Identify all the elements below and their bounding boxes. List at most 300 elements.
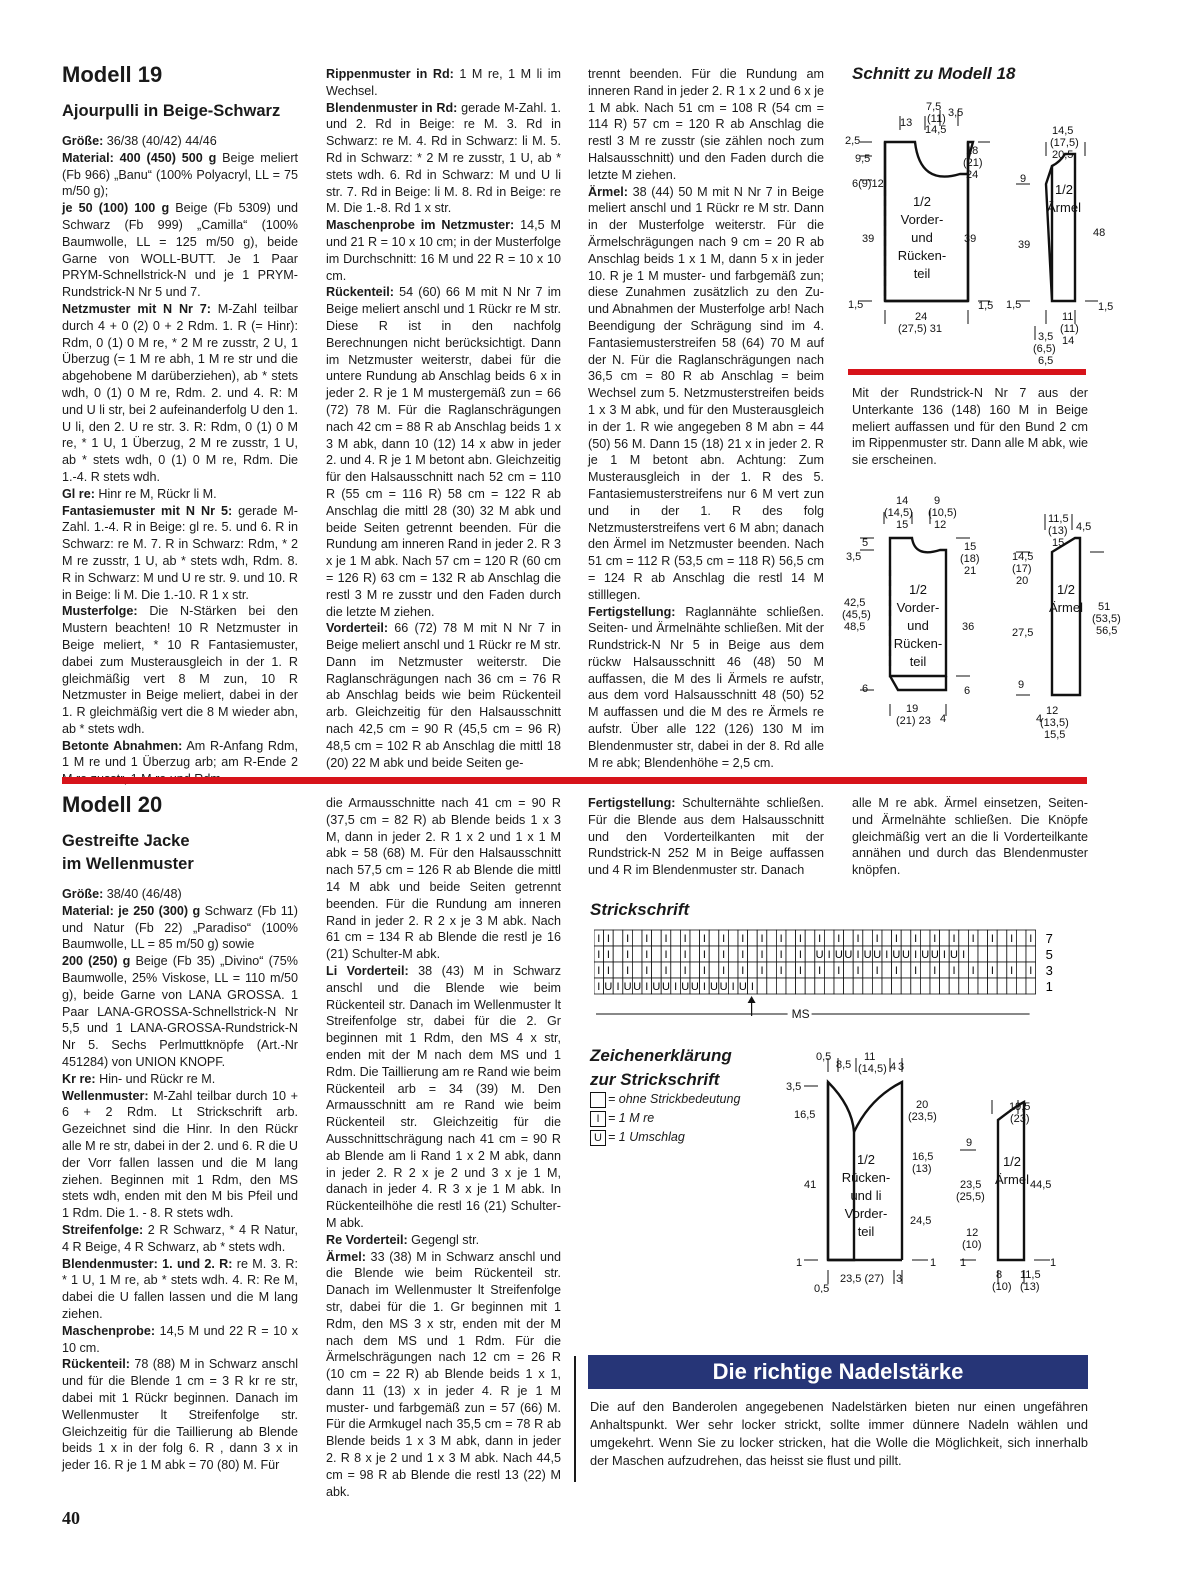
paragraph	[62, 603, 298, 737]
svg-text:1/2: 1/2	[1056, 582, 1076, 597]
svg-text:20: 20	[1016, 575, 1029, 587]
modell19-col3-text	[588, 66, 824, 771]
paragraph-body: trennt beenden. Für die Rundung am inneren Rand in jeder 2. R 1 x 2 und 6 x je 1 M abk. Nach 51 cm = 108 R (54 cm = 114 R) 57 cm = 120 R ab Anschlag die restl 3 M re zusstr (sie zählen noch zum Halsausschnitt) und den Faden durch die letzte M ziehen.	[588, 67, 824, 182]
svg-text:42,5: 42,5	[844, 597, 866, 609]
svg-text:48: 48	[1093, 227, 1106, 239]
svg-text:9: 9	[1018, 679, 1025, 691]
svg-text:6: 6	[964, 685, 971, 697]
paragraph-lead: Netzmuster mit N Nr 7:	[62, 301, 211, 316]
paragraph-body: Die N-Stärken bei den Mustern beachten! 10 R Netzmuster in Beige meliert, * 10 R Fantasiemuster, dabei zum Musterausgleich in der 1. R gleichmäßig vert 8 M zun, 10 R Netzmuster in Beige meliert, dabei in der 1. R gleichmäßig vert die 8 M wieder abn, ab * stets wdh.	[62, 604, 298, 736]
chart-cell	[728, 930, 738, 946]
chart-cell-symbol: I	[683, 965, 687, 977]
chart-cell	[652, 930, 662, 946]
chart-cell	[805, 962, 815, 978]
chart-cell	[757, 978, 767, 994]
svg-text:9: 9	[1020, 173, 1027, 185]
chart-cell-symbol: I	[722, 949, 726, 961]
chart-cell-symbol: U	[930, 949, 939, 961]
chart-cell	[613, 946, 623, 962]
svg-text:3,5: 3,5	[1038, 331, 1054, 343]
chart-row-label: 7	[1045, 931, 1053, 946]
chart-cell	[709, 946, 719, 962]
paragraph-lead: Re Vorderteil:	[326, 1232, 408, 1247]
legend-row-knit	[590, 1109, 740, 1128]
chart-cell-symbol: I	[856, 949, 860, 961]
svg-text:7,5: 7,5	[926, 101, 942, 113]
chart-cell-symbol: I	[702, 933, 706, 945]
svg-text:1,5: 1,5	[1098, 301, 1114, 313]
chart-cell	[844, 978, 854, 994]
svg-text:11,5: 11,5	[1048, 513, 1069, 525]
chart-cell-symbol: I	[837, 933, 841, 945]
chart-cell	[786, 962, 796, 978]
chart-cell-symbol: I	[1010, 933, 1014, 945]
chart-cell	[949, 978, 959, 994]
svg-text:3: 3	[896, 1273, 903, 1285]
chart-cell	[844, 930, 854, 946]
svg-text:2,5: 2,5	[845, 135, 861, 147]
paragraph	[62, 1071, 298, 1088]
svg-text:9: 9	[934, 495, 941, 507]
chart-cell-symbol: I	[837, 965, 841, 977]
chart-cell	[805, 930, 815, 946]
paragraph-body: Beige (Fb 35) „Divino“ (75% Baumwolle, 25% Viskose, LL = 110 m/50 g), beide Garne von LANA GROSSA. 1 Paar LANA-GROSSA-Schnellstrick-N Nr 5,5 und 1 LANA-GROSSA-Rundstrick-N Nr 5. Sechs Perlmuttknöpfe (Art.-Nr 451284) von UNION KNOPF.	[62, 954, 298, 1069]
paragraph-body: die Armausschnitte nach 41 cm = 90 R (37,5 cm = 82 R) ab Blende beids 1 x 3 M, dann in jeder 2. R 1 x 2 und 1 x 1 M abk = 58 (68) M. Für den Halsausschnitt nach 57,5 cm = 126 R ab Blende die mittl 14 M abk und beide Seiten getrennt beenden. Für die Rundung am inneren Rand in jeder 2. R 2 x je 3 M abk. Nach 61 cm = 134 R ab Blende die restl je 16 (21) Schulter-M abk.	[326, 796, 561, 962]
svg-text:4: 4	[940, 713, 947, 725]
svg-text:4: 4	[890, 1061, 897, 1073]
paragraph-body: 66 (72) 78 M mit N Nr 7 in Beige meliert anschl und 1 Rückr re M str. Dann im Netzmuster weiterstr. Die Raglanschrägungen nach 36 cm = 76 R ab Anschlag beids wie beim Rückenteil arb. Gleichzeitig für den Halsausschnitt nach 42,5 cm = 90 R (45,5 cm = 96 R) 48,5 cm = 102 R ab Anschlag die mittl 18 (20) 22 M abk und beide Seiten ge-	[326, 621, 561, 770]
svg-text:(21): (21)	[963, 157, 983, 169]
chart-cell-symbol: I	[626, 949, 630, 961]
chart-cell	[968, 978, 978, 994]
chart-cell	[815, 978, 825, 994]
chart-cell	[652, 962, 662, 978]
chart-cell-symbol: U	[902, 949, 910, 961]
chart-cell-symbol: I	[827, 949, 831, 961]
chart-cell-symbol: I	[894, 965, 898, 977]
chart-cell-symbol: I	[914, 933, 918, 945]
paragraph	[326, 284, 561, 620]
chart-cell	[863, 962, 873, 978]
paragraph-body: Hin- und Rückr re M.	[95, 1071, 216, 1086]
paragraph	[326, 217, 561, 284]
chart-cell-symbol: I	[1029, 933, 1033, 945]
chart-cell	[978, 978, 988, 994]
svg-text:16,5: 16,5	[794, 1109, 816, 1121]
modell20-title: Modell 20	[62, 792, 163, 817]
svg-text:14,5: 14,5	[925, 124, 947, 136]
chart-cell-symbol: U	[921, 949, 930, 961]
paragraph-lead: Blendenmuster in Rd:	[326, 100, 458, 115]
paragraph	[588, 66, 824, 184]
schnitt18-text: Mit der Rundstrick-N Nr 7 aus der Unterkante 136 (148) 160 M in Beige meliert auffassen und für den Bund 2 cm im Rippenmuster str. Dann alle M abk, wie sie erscheinen.	[852, 386, 1088, 468]
paragraph-lead: Ärmel:	[588, 184, 628, 199]
chart-cell	[863, 930, 873, 946]
chart-cell	[776, 978, 786, 994]
chart-cell	[882, 962, 892, 978]
svg-text:5: 5	[862, 537, 869, 549]
end-arrow-head	[748, 996, 756, 1003]
svg-text:44,5: 44,5	[1030, 1179, 1052, 1191]
chart-cell	[968, 946, 978, 962]
svg-text:(14,5): (14,5)	[858, 1063, 887, 1075]
strickschrift-title: Strickschrift	[590, 900, 690, 919]
paragraph-body: Hinr re M, Rückr li M.	[94, 486, 217, 501]
chart-cell	[959, 978, 969, 994]
svg-text:19,5: 19,5	[1009, 1101, 1031, 1113]
section-divider-red	[62, 777, 1087, 784]
chart-cell	[824, 962, 834, 978]
svg-text:Rücken-: Rücken-	[841, 1170, 891, 1185]
ms-label: MS	[791, 1007, 810, 1020]
svg-text:41: 41	[804, 1179, 817, 1191]
svg-text:15: 15	[1052, 537, 1065, 549]
chart-cell-symbol: I	[760, 933, 764, 945]
chart-cell-symbol: I	[750, 981, 754, 993]
chart-cell-symbol: I	[741, 933, 745, 945]
svg-text:20: 20	[916, 1099, 929, 1111]
paragraph-lead: Li Vorderteil:	[326, 963, 409, 978]
chart-cell-symbol: I	[818, 933, 822, 945]
chart-cell-symbol: U	[834, 949, 843, 961]
chart-cell-symbol: U	[815, 949, 824, 961]
zeichen-legend	[590, 1090, 740, 1147]
chart-cell-symbol: I	[597, 965, 601, 977]
chart-cell	[901, 930, 911, 946]
paragraph	[62, 1323, 298, 1357]
chart-cell-symbol: I	[798, 949, 802, 961]
paragraph-lead: 200 (250) g	[62, 954, 131, 969]
paragraph	[326, 795, 561, 963]
paragraph-lead: Größe:	[62, 887, 104, 901]
chart-cell	[920, 978, 930, 994]
svg-text:15,5: 15,5	[1044, 729, 1066, 741]
svg-text:23,5: 23,5	[960, 1179, 982, 1191]
chart-cell-symbol: I	[760, 965, 764, 977]
chart-cell	[1007, 978, 1017, 994]
zeichen-title-2: zur Strickschrift	[590, 1070, 720, 1089]
svg-text:teil: teil	[857, 1224, 875, 1239]
svg-text:12: 12	[1046, 705, 1059, 717]
svg-text:56,5: 56,5	[1096, 625, 1118, 637]
svg-text:19: 19	[906, 703, 919, 715]
chart-cell-symbol: I	[645, 949, 649, 961]
chart-cell-symbol: I	[702, 965, 706, 977]
svg-text:14,5: 14,5	[1012, 551, 1034, 563]
paragraph-lead: Streifenfolge:	[62, 1222, 144, 1237]
chart-cell-symbol: I	[914, 949, 918, 961]
chart-cell	[709, 962, 719, 978]
chart-cell	[690, 930, 700, 946]
schnitt18-title: Schnitt zu Modell 18	[852, 64, 1016, 83]
svg-text:1/2: 1/2	[1054, 182, 1074, 197]
paragraph-lead: Fantasiemuster mit N Nr 5:	[62, 503, 233, 518]
chart-cell	[920, 962, 930, 978]
chart-cell	[824, 978, 834, 994]
paragraph	[326, 1232, 561, 1249]
chart-cell-symbol: I	[856, 965, 860, 977]
chart-cell-symbol: U	[719, 981, 728, 993]
paragraph-body: gerade M-Zahl. 1. und 2. Rd in Beige: re M. 3. Rd in Schwarz: re M. 4. Rd in Schwarz: li M. 5. Rd in Schwarz: * 2 M re zusstr, 1 U, ab * stets wdh. 6. Rd in Schwarz: M und U li str. 7. Rd in Beige: li M. 8. Rd in Beige: re M. Die 1.-8. Rd 1 x str.	[326, 100, 561, 216]
zeichen-title-1: Zeichenerklärung	[590, 1046, 732, 1065]
svg-text:18: 18	[966, 145, 979, 157]
svg-text:15: 15	[964, 541, 977, 553]
svg-text:Ärmel: Ärmel	[1049, 600, 1083, 615]
modell20-column-4	[852, 795, 1088, 879]
svg-text:(17): (17)	[1012, 563, 1032, 575]
chart-cell-symbol: I	[626, 965, 630, 977]
chart-cell	[632, 946, 642, 962]
svg-text:3: 3	[898, 1061, 905, 1073]
chart-cell-symbol: I	[741, 949, 745, 961]
svg-text:teil: teil	[909, 654, 927, 669]
legend-knit-text: = 1 M re	[608, 1111, 655, 1125]
chart-cell-symbol: I	[952, 933, 956, 945]
legend-row-empty	[590, 1090, 740, 1109]
paragraph	[62, 953, 298, 1071]
chart-cell	[728, 946, 738, 962]
chart-cell	[978, 930, 988, 946]
chart-cell	[930, 978, 940, 994]
svg-text:1/2: 1/2	[856, 1152, 876, 1167]
chart-cell	[748, 946, 758, 962]
chart-cell-symbol: I	[952, 965, 956, 977]
chart-cell	[1007, 946, 1017, 962]
schema18-top	[840, 96, 1140, 371]
legend-row-yarnover	[590, 1128, 740, 1147]
chart-cell-symbol: I	[818, 965, 822, 977]
chart-cell	[1016, 946, 1026, 962]
chart-cell-symbol: I	[933, 933, 937, 945]
paragraph-lead: Musterfolge:	[62, 604, 138, 619]
chart-cell-symbol: I	[779, 949, 783, 961]
svg-text:6,5: 6,5	[1038, 355, 1054, 367]
svg-text:(6,5): (6,5)	[1033, 343, 1056, 355]
info-text: Die auf den Banderolen angegebenen Nadelstärken bieten nur einen ungefähren Anhaltspunkt. Wer sehr locker strickt, sollte immer dünnere Nadeln wählen und umgekehrt. Wenn Sie zu locker stricken, hat die Wolle die Möglichkeit, sich innerhalb der Maschen aufzudrehen, das heisst sie flust und pillt.	[590, 1399, 1088, 1468]
chart-cell	[959, 962, 969, 978]
modell20-col4-text	[852, 795, 1088, 879]
modell19-col2-text	[326, 66, 561, 771]
chart-cell	[882, 978, 892, 994]
svg-text:Vorder-: Vorder-	[896, 600, 940, 615]
chart-cell	[805, 978, 815, 994]
svg-text:3,5: 3,5	[786, 1081, 802, 1093]
chart-cell-symbol: I	[597, 981, 601, 993]
svg-text:0,5: 0,5	[814, 1283, 830, 1293]
chart-cell	[709, 930, 719, 946]
svg-text:3,5: 3,5	[846, 551, 862, 563]
chart-cell-symbol: I	[942, 949, 946, 961]
svg-text:8,5: 8,5	[836, 1059, 852, 1071]
paragraph-body: Schwarz (Fb 11) und Natur (Fb 22) „Paradiso“ (100% Baumwolle, LL = 85 m/50 g) sowie	[62, 903, 298, 952]
modell20-column-2	[326, 795, 561, 1500]
svg-text:6(9)12: 6(9)12	[852, 178, 884, 190]
chart-cell	[853, 978, 863, 994]
svg-text:Vorder-: Vorder-	[900, 212, 944, 227]
chart-cell	[1026, 978, 1036, 994]
chart-cell-symbol: U	[623, 981, 632, 993]
chart-cell-symbol: U	[892, 949, 901, 961]
chart-cell	[997, 930, 1007, 946]
svg-text:1/2: 1/2	[1002, 1154, 1022, 1169]
zeichen-title	[590, 1044, 732, 1092]
chart-cell	[613, 962, 623, 978]
paragraph-body: Raglannähte schließen. Seiten- und Ärmelnähte schließen. Mit der Rundstrick-N Nr 5 in Beige aus dem rückw Halsausschnitt 46 (48) 50 M auffassen, die M des li Ärmels re aufstr, aus dem vord Halsausschnitt 48 (50) 52 M auffassen und die M des re Ärmels re aufstr. Über alle 122 (126) 130 M im Blendenmuster str, dabei in der 8. Rd alle M re abk; Blendenhöhe = 2,5 cm.	[588, 604, 824, 770]
svg-text:11: 11	[1062, 311, 1074, 323]
svg-text:14: 14	[896, 495, 909, 507]
chart-cell	[671, 930, 681, 946]
svg-text:11: 11	[864, 1051, 876, 1063]
svg-text:(10): (10)	[962, 1239, 982, 1251]
svg-text:(17,5): (17,5)	[1050, 137, 1079, 149]
chart-cell	[920, 930, 930, 946]
paragraph-body: 78 (88) M in Schwarz anschl und für die Blende 1 cm = 3 R kr re str, dabei mit 1 Rückr beginnen. Danach im Wellenmuster lt Streifenfolge str. Gleichzeitig für die Taillierung ab Blende beids 1 x in der folg 6. R , dann 3 x in jeder 16. R je 1 M abk = 70 (80) M. Für	[62, 1357, 298, 1473]
svg-text:4: 4	[1036, 713, 1043, 725]
chart-cell-symbol: I	[990, 933, 994, 945]
chart-cell-symbol: I	[597, 949, 601, 961]
svg-text:13: 13	[900, 117, 913, 129]
paragraph-lead: Rippenmuster in Rd:	[326, 67, 454, 81]
chart-cell	[824, 930, 834, 946]
chart-cell-symbol: I	[722, 933, 726, 945]
chart-cell	[690, 946, 700, 962]
chart-cell-symbol: I	[894, 933, 898, 945]
paragraph	[588, 184, 824, 604]
chart-cell-symbol: I	[664, 933, 668, 945]
chart-cell-symbol: I	[664, 965, 668, 977]
paragraph-body: re M. 3. R: * 1 U, 1 M re, ab * stets wdh. 4. R: Re M, dabei die U fallen lassen und die M lang ziehen.	[62, 1256, 298, 1321]
chart-cell	[767, 946, 777, 962]
paragraph-lead: Gl re:	[62, 486, 95, 501]
chart-cell	[988, 978, 998, 994]
chart-cell	[796, 978, 806, 994]
chart-cell-symbol: I	[731, 981, 735, 993]
svg-text:(10,5): (10,5)	[928, 507, 957, 519]
paragraph-lead: Betonte Abnahmen:	[62, 738, 183, 753]
chart-cell-symbol: I	[645, 965, 649, 977]
paragraph	[62, 903, 298, 953]
svg-text:(25,5): (25,5)	[956, 1191, 985, 1203]
chart-cell	[805, 946, 815, 962]
paragraph-body: Schulternähte schließen. Für die Blende aus dem Halsausschnitt und den Vorderteilkanten mit der Rundstrick-N 252 M in Beige auffassen und 4 R im Blendenmuster str. Danach	[588, 796, 824, 878]
chart-cell-symbol: I	[702, 949, 706, 961]
svg-text:16,5: 16,5	[912, 1151, 934, 1163]
svg-text:48,5: 48,5	[844, 621, 866, 633]
chart-cell-symbol: I	[626, 933, 630, 945]
modell20-subtitle-1: Gestreifte Jacke	[62, 832, 190, 850]
paragraph-lead: Vorderteil:	[326, 621, 389, 636]
svg-text:20,5: 20,5	[1052, 149, 1074, 161]
chart-cell-symbol: I	[702, 981, 706, 993]
paragraph-body: Beige (Fb 5309) und Schwarz (Fb 999) „Camilla“ (100% Baumwolle, LL = 125 m/50 g), beide Garne von WOLL-BUTT. Je 1 Paar PRYM-Schnellstrick-N und je 1 PRYM-Rundstrick-N Nr 5 und 7.	[62, 201, 298, 300]
paragraph-body: 54 (60) 66 M mit N Nr 7 im Beige meliert anschl und 1 Rückr re M str. Diese R ist in den nachfolg Berechnungen nicht berücksichtigt. Dann im Netzmuster weiterstr, dabei für die untere Rundung ab Anschlag beids 6 x in jeder 2. R je 1 M mustergemäß zun = 66 (72) 78 M. Für die Raglanschrägungen nach 42 cm = 88 R ab Anschlag beids 1 x 3 M abk, dann 10 (12) 14 x abw in jeder 2. und 4. R je 1 M betont abn. Gleichzeitig für den Halsausschnitt nach 52 cm = 110 R (55 cm = 116 R) 58 cm = 122 R ab Anschlag die mittl 28 (30) 32 M abk und beide Seiten getrennt beenden. Für die Rundung am inneren Rand in jeder 2. R 3 x je 1 M abk. Nach 57 cm = 120 R (60 cm = 126 R) 63 cm = 132 R ab Anschlag die restl 3 M re zusstr und den Faden durch die letzte M ziehen.	[326, 285, 561, 619]
paragraph-lead: Rückenteil:	[62, 1357, 130, 1372]
svg-text:(45,5): (45,5)	[842, 609, 871, 621]
paragraph-body: 36/38 (40/42) 44/46	[103, 134, 217, 148]
chart-cell-symbol: I	[798, 965, 802, 977]
paragraph	[852, 795, 1088, 879]
chart-cell-symbol: I	[760, 949, 764, 961]
modell20-subtitle-2: im Wellenmuster	[62, 855, 194, 873]
svg-text:4,5: 4,5	[1076, 521, 1092, 533]
svg-text:39: 39	[964, 233, 977, 245]
paragraph-body: M-Zahl teilbar durch 10 + 6 + 2 Rdm. Lt Strickschrift arb. Gezeichnet sind die Hinr. In den Rückr alle M re str, dabei in der 2. und 6. R die U der Vorr fallen lassen und die M lang ziehen. Beginnen mit 1 Rdm, den MS stets wdh, enden mit den M bis Pfeil und 1 Rdm. Die 1. - 8. R stets wdh.	[62, 1088, 298, 1221]
paragraph	[326, 1249, 561, 1501]
svg-text:und: und	[907, 618, 929, 633]
paragraph-body: 1 M re, 1 M li im Wechsel.	[326, 67, 561, 98]
chart-cell	[882, 930, 892, 946]
chart-cell	[911, 978, 921, 994]
chart-cell-symbol: I	[683, 949, 687, 961]
paragraph-lead: Kr re:	[62, 1071, 96, 1086]
chart-cell	[767, 962, 777, 978]
svg-text:Rücken-: Rücken-	[893, 636, 943, 651]
schema18-bottom	[840, 490, 1140, 750]
paragraph-body: Gegengl str.	[407, 1232, 480, 1247]
paragraph-body: Beige meliert (Fb 966) „Banu“ (100% Polyacryl, LL = 75 m/50 g);	[62, 150, 299, 199]
chart-cell	[728, 962, 738, 978]
svg-text:1,5: 1,5	[848, 299, 864, 311]
schema18-top-front-label	[898, 194, 946, 281]
chart-cell-symbol: U	[873, 949, 882, 961]
chart-cell	[940, 978, 950, 994]
chart-cell-symbol: I	[914, 965, 918, 977]
svg-text:39: 39	[1018, 239, 1031, 251]
chart-cell-symbol: I	[962, 949, 966, 961]
modell19-col1-text	[62, 133, 298, 788]
chart-cell-symbol: I	[990, 965, 994, 977]
paragraph-body: 14,5 M und 22 R = 10 x 10 cm.	[62, 1323, 298, 1355]
chart-cell	[872, 978, 882, 994]
paragraph-body: 38 (43) M in Schwarz anschl und die Blende wie beim Rückenteil str. Danach im Wellenmuster lt Streifenfolge str, dabei für die 2. Gr beginnen mit 1 Rdm, den MS 4 x str, enden mit der M nach dem MS und 1 Rdm. Die Taillierung am re Rand wie beim Rückenteil arb = 34 (39) M. Den Armausschnitt am re Rand wie beim Rückenteil str. Gleichzeitig für die Ausschnittschrägung nach 41 cm = 90 R ab Blende am li Rand 1 x 2 M abk, dann in jeder 2. R 2 x je 2 und 3 x je 1 M, danach in jeder 4. R 3 x je 1 M abk. In Rückenteilhöhe die restl 16 (21) Schulter-M abk.	[326, 963, 561, 1230]
svg-text:15: 15	[896, 519, 909, 531]
chart-cell	[988, 946, 998, 962]
paragraph	[62, 1088, 298, 1222]
svg-text:(11): (11)	[927, 113, 946, 125]
chart-cell	[834, 978, 844, 994]
svg-text:1: 1	[1050, 1257, 1057, 1269]
paragraph	[62, 1256, 298, 1323]
paragraph	[62, 1222, 298, 1256]
chart-cell-symbol: I	[933, 965, 937, 977]
paragraph-lead: Maschenprobe im Netzmuster:	[326, 218, 515, 233]
svg-text:1,5: 1,5	[1006, 299, 1022, 311]
chart-cell	[767, 930, 777, 946]
chart-cell-symbol: I	[645, 933, 649, 945]
svg-text:(23,5): (23,5)	[908, 1111, 937, 1123]
page-number: 40	[62, 1508, 80, 1528]
paragraph	[588, 795, 824, 879]
chart-cell-symbol: U	[681, 981, 690, 993]
chart-cell	[748, 962, 758, 978]
chart-cell	[863, 978, 873, 994]
svg-text:9,5: 9,5	[855, 153, 871, 165]
paragraph-lead: Größe:	[62, 134, 104, 148]
modell20-column-3	[588, 795, 824, 879]
svg-text:23,5 (27): 23,5 (27)	[840, 1273, 885, 1285]
svg-text:27,5: 27,5	[1012, 627, 1034, 639]
svg-text:Rücken-: Rücken-	[897, 248, 947, 263]
chart-cell-symbol: U	[652, 981, 661, 993]
svg-text:(27,5) 31: (27,5) 31	[898, 323, 943, 335]
paragraph	[62, 886, 298, 903]
paragraph-lead: Blendenmuster: 1. und 2. R:	[62, 1256, 233, 1271]
chart-cell	[940, 930, 950, 946]
modell19-column-3	[588, 66, 824, 771]
paragraph-lead: je 50 (100) 100 g	[62, 201, 170, 216]
paragraph-lead: Wellenmuster:	[62, 1088, 149, 1103]
legend-knit-box: I	[590, 1111, 606, 1127]
